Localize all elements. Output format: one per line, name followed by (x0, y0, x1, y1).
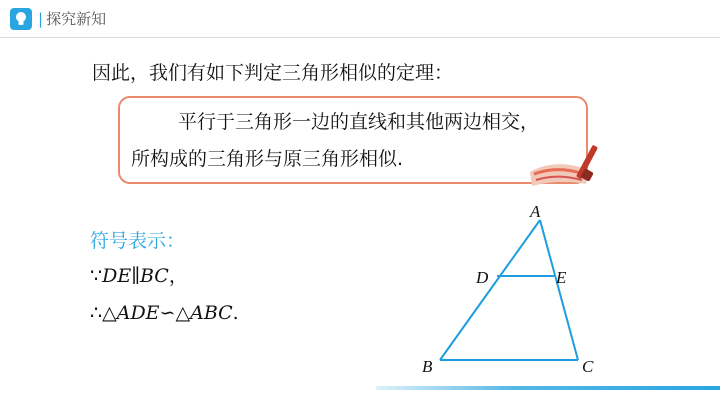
triangle-abc: ABC (190, 302, 233, 324)
lightbulb-icon (10, 8, 32, 30)
triangle-symbol: △ (175, 302, 191, 324)
theorem-line-2: 所构成的三角形与原三角形相似. (131, 148, 404, 170)
therefore-symbol: ∴ (90, 302, 103, 324)
page-title (38, 8, 106, 30)
symbolic-title: 符号表示： (90, 230, 186, 252)
header-divider (0, 37, 720, 38)
bottom-accent-bar (376, 386, 720, 390)
segment-de: DE (102, 265, 132, 287)
label-e: E (556, 268, 567, 287)
because-symbol: ∵ (90, 265, 103, 287)
triangle-figure (412, 200, 622, 380)
title-separator: | (38, 10, 44, 28)
intro-text: 因此，我们有如下判定三角形相似的定理： (92, 62, 454, 84)
segment-bc: BC (139, 265, 169, 287)
theorem-line-1: 平行于三角形一边的直线和其他两边相交， (178, 111, 540, 133)
header-bar (0, 0, 720, 40)
paint-brush-icon (526, 140, 606, 192)
parallel-symbol: ∥ (131, 265, 140, 287)
section-title: 探究新知 (46, 10, 107, 28)
triangle-ade: ADE (116, 302, 160, 324)
conclusion-period: . (232, 302, 239, 324)
label-d: D (476, 268, 489, 287)
label-a: A (530, 202, 541, 221)
given-comma: ， (168, 265, 188, 287)
similar-symbol: ∽ (159, 302, 176, 324)
side-ac (540, 220, 578, 360)
given-statement (90, 263, 188, 289)
triangle-symbol: △ (102, 302, 117, 324)
side-ab (440, 220, 540, 360)
conclusion-statement (90, 300, 239, 326)
label-c: C (582, 357, 594, 376)
label-b: B (422, 357, 433, 376)
